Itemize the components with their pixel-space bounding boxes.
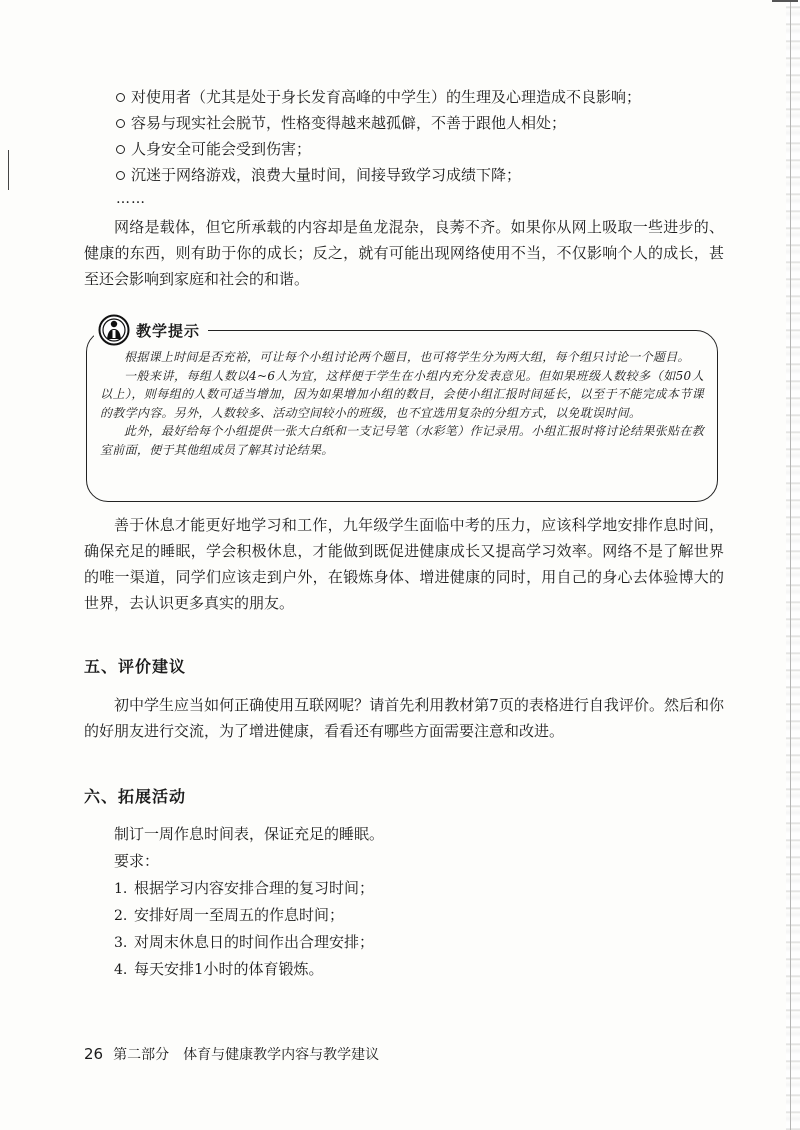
harm-bullet-list bbox=[84, 84, 724, 210]
circle-bullet-icon bbox=[116, 145, 125, 154]
bullet-text: 对使用者（尤其是处于身长发育高峰的中学生）的生理及心理造成不良影响； bbox=[131, 88, 642, 106]
requirements-label: 要求： bbox=[114, 852, 160, 870]
teacher-tip-icon bbox=[98, 314, 130, 346]
circle-bullet-icon bbox=[116, 119, 125, 128]
circle-bullet-icon bbox=[116, 171, 125, 180]
teaching-tip-box bbox=[86, 312, 722, 504]
bullet-item bbox=[84, 84, 724, 110]
evaluation-paragraph: 初中学生应当如何正确使用互联网呢？请首先利用教材第7页的表格进行自我评价。然后和你的好朋友进行交流，为了增进健康，看看还有哪些方面需要注意和改进。 bbox=[84, 696, 724, 740]
tip-title: 教学提示 bbox=[136, 321, 201, 340]
bullet-item bbox=[84, 162, 724, 188]
scan-margin-tick bbox=[8, 150, 9, 190]
running-head: 第二部分 体育与健康教学内容与教学建议 bbox=[113, 1047, 380, 1063]
extension-activity-list bbox=[84, 821, 724, 983]
requirement-item bbox=[114, 956, 724, 983]
circle-bullet-icon bbox=[116, 93, 125, 102]
section-title-extension: 六、拓展活动 bbox=[84, 787, 187, 806]
item-number: 3. bbox=[114, 935, 128, 951]
page-number: 26 bbox=[84, 1045, 104, 1063]
network-paragraph: 网络是载体，但它所承载的内容却是鱼龙混杂，良莠不齐。如果你从网上吸取一些进步的、健康的东西，则有助于你的成长；反之，就有可能出现网络使用不当，不仅影响个人的成长，甚至还会影响到家庭和社会的和谐。 bbox=[84, 218, 724, 288]
tip-body bbox=[100, 348, 704, 460]
requirement-item bbox=[114, 902, 724, 929]
tip-paragraph: 此外，最好给每个小组提供一张大白纸和一支记号笔（水彩笔）作记录用。小组汇报时将讨论结果张贴在教室前面，便于其他组成员了解其讨论结果。 bbox=[100, 424, 704, 457]
rest-paragraph-block bbox=[84, 512, 724, 616]
tip-paragraph: 根据课上时间是否充裕，可让每个小组讨论两个题目，也可将学生分为两大组，每个组只讨论一个题目。 bbox=[124, 350, 690, 364]
network-paragraph-block bbox=[84, 214, 724, 292]
requirement-item bbox=[114, 929, 724, 956]
item-text: 每天安排1小时的体育锻炼。 bbox=[134, 960, 324, 978]
bullet-text: 沉迷于网络游戏，浪费大量时间，间接导致学习成绩下降； bbox=[131, 166, 522, 184]
bullet-text: 容易与现实社会脱节，性格变得越来越孤僻，不善于跟他人相处； bbox=[131, 114, 567, 132]
requirement-item bbox=[114, 875, 724, 902]
evaluation-paragraph-block bbox=[84, 692, 724, 744]
item-text: 安排好周一至周五的作息时间； bbox=[134, 906, 345, 924]
bullet-item bbox=[84, 136, 724, 162]
tip-header bbox=[94, 312, 208, 348]
scan-corner-mark bbox=[772, 0, 798, 10]
bullet-text: 人身安全可能会受到伤害； bbox=[131, 140, 312, 158]
section-title-evaluation: 五、评价建议 bbox=[84, 657, 187, 676]
item-text: 根据学习内容安排合理的复习时间； bbox=[134, 879, 375, 897]
bullet-item bbox=[84, 110, 724, 136]
item-number: 2. bbox=[114, 908, 128, 924]
page-footer bbox=[84, 1043, 379, 1066]
item-number: 1. bbox=[114, 881, 128, 897]
item-number: 4. bbox=[114, 962, 128, 978]
scan-edge bbox=[786, 0, 800, 1130]
activity-intro: 制订一周作息时间表，保证充足的睡眠。 bbox=[114, 825, 385, 843]
ellipsis: …… bbox=[116, 191, 146, 207]
tip-paragraph: 一般来讲，每组人数以4~6人为宜，这样便于学生在小组内充分发表意见。但如果班级人数较多（如50人以上），则每组的人数可适当增加，因为如果增加小组的数目，会使小组汇报时间延长，以至于不能完成本节课的教学内容。另外，人数较多、活动空间较小的班级，也不宜选用复杂的分组方式，以免耽误时间。 bbox=[100, 368, 704, 420]
rest-paragraph: 善于休息才能更好地学习和工作，九年级学生面临中考的压力，应该科学地安排作息时间，确保充足的睡眠，学会积极休息，才能做到既促进健康成长又提高学习效率。网络不是了解世界的唯一渠道，同学们应该走到户外，在锻炼身体、增进健康的同时，用自己的身心去体验博大的世界，去认识更多真实的朋友。 bbox=[84, 516, 724, 612]
item-text: 对周末休息日的时间作出合理安排； bbox=[134, 933, 375, 951]
